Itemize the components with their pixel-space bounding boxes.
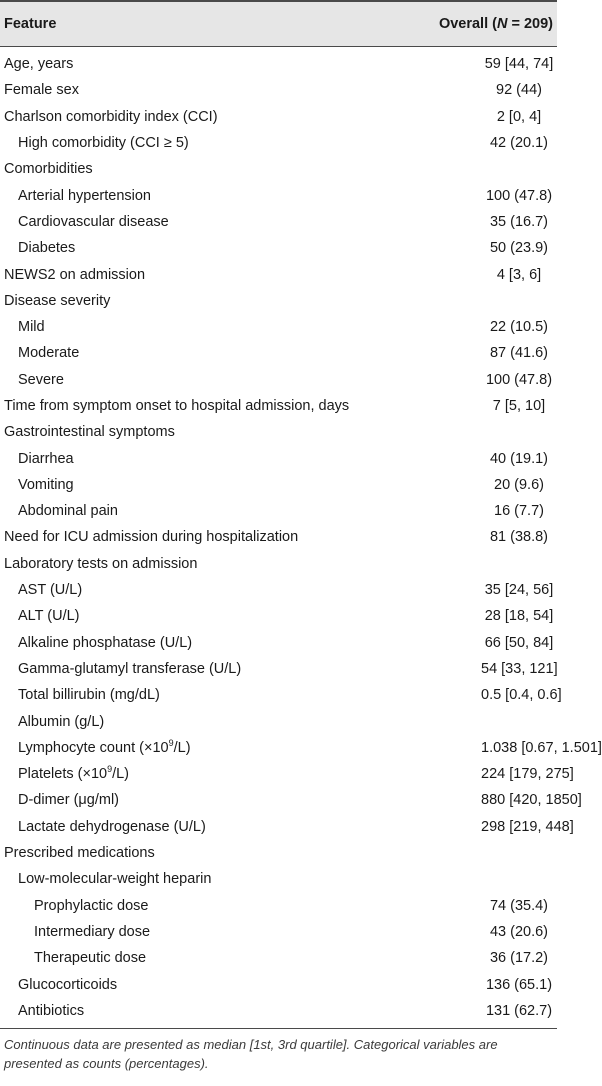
row-label (0, 551, 385, 577)
table-row (0, 761, 557, 787)
row-value: 20 (9.6) (494, 476, 544, 493)
row-label-text: Prescribed medications (4, 845, 155, 862)
table-row (0, 866, 557, 892)
table-row (0, 340, 557, 366)
row-label (0, 787, 385, 813)
row-value: 87 (41.6) (489, 345, 549, 362)
row-value (385, 156, 557, 182)
table-row (0, 261, 557, 287)
row-label-text: Gastrointestinal symptoms (4, 424, 175, 441)
row-value: 0.5 [0.4, 0.6] (481, 687, 562, 704)
row-value: 224 [179, 275] (481, 766, 574, 783)
table-row (0, 367, 557, 393)
row-label (0, 998, 385, 1029)
overall-column-header (385, 1, 557, 47)
table-row (0, 104, 557, 130)
row-value (385, 708, 557, 734)
row-label (0, 708, 385, 734)
feature-column-header: Feature (0, 1, 385, 47)
table-row (0, 787, 557, 813)
table-row (0, 156, 557, 182)
row-value: 43 (20.6) (489, 923, 549, 940)
row-value (385, 288, 557, 314)
row-value: 16 (7.7) (494, 503, 544, 520)
row-value: 22 (10.5) (489, 319, 549, 336)
table-row (0, 998, 557, 1029)
row-value: 2 [0, 4] (496, 108, 542, 125)
row-label (0, 603, 385, 629)
row-label-text: Lactate dehydrogenase (U/L) (18, 818, 206, 835)
row-label (0, 104, 385, 130)
row-label-text: ALT (U/L) (18, 608, 80, 625)
row-label-text: Need for ICU admission during hospitalization (4, 529, 299, 546)
row-value: 100 (47.8) (485, 187, 553, 204)
row-label-text: Intermediary dose (34, 923, 151, 940)
row-label (0, 182, 385, 208)
row-label-suffix: /L) (173, 739, 191, 756)
table-row (0, 288, 557, 314)
row-label (0, 288, 385, 314)
row-value: 298 [219, 448] (481, 818, 574, 835)
row-label-text: Vomiting (18, 476, 74, 493)
row-value: 66 [50, 84] (484, 634, 554, 651)
row-label (0, 47, 385, 78)
table-row (0, 524, 557, 550)
overall-header-suffix: = 209) (507, 16, 553, 32)
table-row (0, 656, 557, 682)
row-label-text: Abdominal pain (18, 503, 118, 520)
row-value: 131 (62.7) (385, 998, 557, 1029)
table-row (0, 472, 557, 498)
row-label-text: Low-molecular-weight heparin (18, 871, 212, 888)
row-label (0, 577, 385, 603)
table-row (0, 603, 557, 629)
table-row (0, 945, 557, 971)
row-label (0, 524, 385, 550)
row-value: 880 [420, 1850] (481, 792, 582, 809)
row-label (0, 340, 385, 366)
table-row (0, 445, 557, 471)
row-value: 74 (35.4) (489, 897, 549, 914)
row-label (0, 445, 385, 471)
table-row (0, 551, 557, 577)
table-header-row (0, 1, 557, 47)
table-footnote: Continuous data are presented as median [1st, 3rd quartile]. Categorical variables are presented as counts (percentages). (4, 1036, 498, 1071)
row-value: 50 (23.9) (489, 240, 549, 257)
row-value (385, 419, 557, 445)
table-row (0, 235, 557, 261)
row-label-text: Prophylactic dose (34, 897, 149, 914)
row-label-text: Therapeutic dose (34, 950, 147, 967)
row-label-text: D-dimer (μg/ml) (18, 792, 119, 809)
table-row (0, 182, 557, 208)
row-label (0, 472, 385, 498)
row-label-text: AST (U/L) (18, 582, 83, 599)
row-value (385, 840, 557, 866)
row-value: 59 [44, 74] (484, 56, 554, 73)
row-label-text: High comorbidity (CCI ≥ 5) (18, 135, 189, 152)
row-label-text: Total billirubin (mg/dL) (18, 687, 160, 704)
row-label-text: Mild (18, 319, 45, 336)
table-row (0, 130, 557, 156)
row-value: 81 (38.8) (489, 529, 549, 546)
row-label-text: NEWS2 on admission (4, 266, 146, 283)
row-value: 28 [18, 54] (484, 608, 554, 625)
row-label-text: Moderate (18, 345, 80, 362)
row-label (0, 393, 385, 419)
row-label (0, 866, 385, 892)
row-label-text: Gamma-glutamyl transferase (U/L) (18, 660, 242, 677)
row-label (0, 971, 385, 997)
row-value: 136 (65.1) (485, 976, 553, 993)
row-value: 92 (44) (496, 82, 542, 99)
row-label (0, 761, 385, 787)
row-value: 7 [5, 10] (492, 398, 546, 414)
row-label-text: Age, years (4, 56, 74, 73)
row-value: 35 (16.7) (489, 213, 549, 230)
row-label (0, 314, 385, 340)
row-label-text: Comorbidities (4, 161, 93, 178)
row-label (0, 130, 385, 156)
row-label (0, 498, 385, 524)
row-label-text: Antibiotics (18, 1002, 85, 1019)
row-label-text: Time from symptom onset to hospital admission, days (4, 398, 350, 414)
row-label (0, 209, 385, 235)
row-value: 36 (17.2) (489, 950, 549, 967)
table-row (0, 498, 557, 524)
table-row (0, 209, 557, 235)
table-row (0, 814, 557, 840)
row-label-text: Diabetes (18, 240, 76, 257)
table-row (0, 735, 557, 761)
table-row (0, 682, 557, 708)
row-value (385, 551, 557, 577)
row-label (0, 419, 385, 445)
row-value: 1.038 [0.67, 1.501] (481, 739, 602, 756)
overall-header-n: N (496, 16, 508, 32)
row-value: 54 [33, 121] (481, 660, 558, 677)
row-label-suffix: /L) (112, 766, 130, 783)
table-row (0, 314, 557, 340)
table-row (0, 393, 557, 419)
row-value: 42 (20.1) (489, 135, 549, 152)
row-label (0, 840, 385, 866)
row-label (0, 919, 385, 945)
row-label (0, 235, 385, 261)
row-label-text: Disease severity (4, 292, 111, 309)
row-value: 100 (47.8) (485, 371, 553, 388)
row-label-text: Diarrhea (18, 450, 74, 467)
table-row (0, 630, 557, 656)
table-body (0, 47, 602, 1029)
table-row (0, 577, 557, 603)
table-row (0, 971, 557, 997)
table-row (0, 419, 557, 445)
table-row (0, 919, 557, 945)
row-label (0, 945, 385, 971)
row-label-text: Cardiovascular disease (18, 213, 169, 230)
row-label-superscript: 9 (107, 764, 113, 775)
row-label-text: Alkaline phosphatase (U/L) (18, 634, 193, 651)
row-label (0, 630, 385, 656)
row-label (0, 656, 385, 682)
row-label-text: Platelets (×10 (18, 766, 108, 783)
row-label (0, 814, 385, 840)
table-row (0, 893, 557, 919)
row-label (0, 893, 385, 919)
row-label (0, 77, 385, 103)
row-label-text: Charlson comorbidity index (CCI) (4, 108, 218, 125)
row-label (0, 261, 385, 287)
row-label (0, 735, 385, 761)
row-label-text: Arterial hypertension (18, 187, 151, 204)
row-value: 4 [3, 6] (496, 266, 542, 283)
row-label-text: Albumin (g/L) (18, 713, 105, 730)
row-label (0, 367, 385, 393)
row-value (385, 866, 557, 892)
table-row (0, 840, 557, 866)
row-label (0, 682, 385, 708)
table-row (0, 47, 557, 78)
row-label-text: Glucocorticoids (18, 976, 118, 993)
table-row (0, 77, 557, 103)
overall-header-prefix: Overall ( (438, 16, 497, 32)
row-value: 35 [24, 56] (484, 582, 554, 599)
row-label-text: Laboratory tests on admission (4, 555, 198, 572)
row-label-superscript: 9 (168, 738, 174, 749)
row-label-text: Severe (18, 371, 64, 388)
row-label-text: Lymphocyte count (×10 (18, 739, 169, 756)
row-value: 40 (19.1) (489, 450, 549, 467)
row-label (0, 156, 385, 182)
table-row (0, 708, 557, 734)
row-label-text: Female sex (4, 82, 79, 99)
